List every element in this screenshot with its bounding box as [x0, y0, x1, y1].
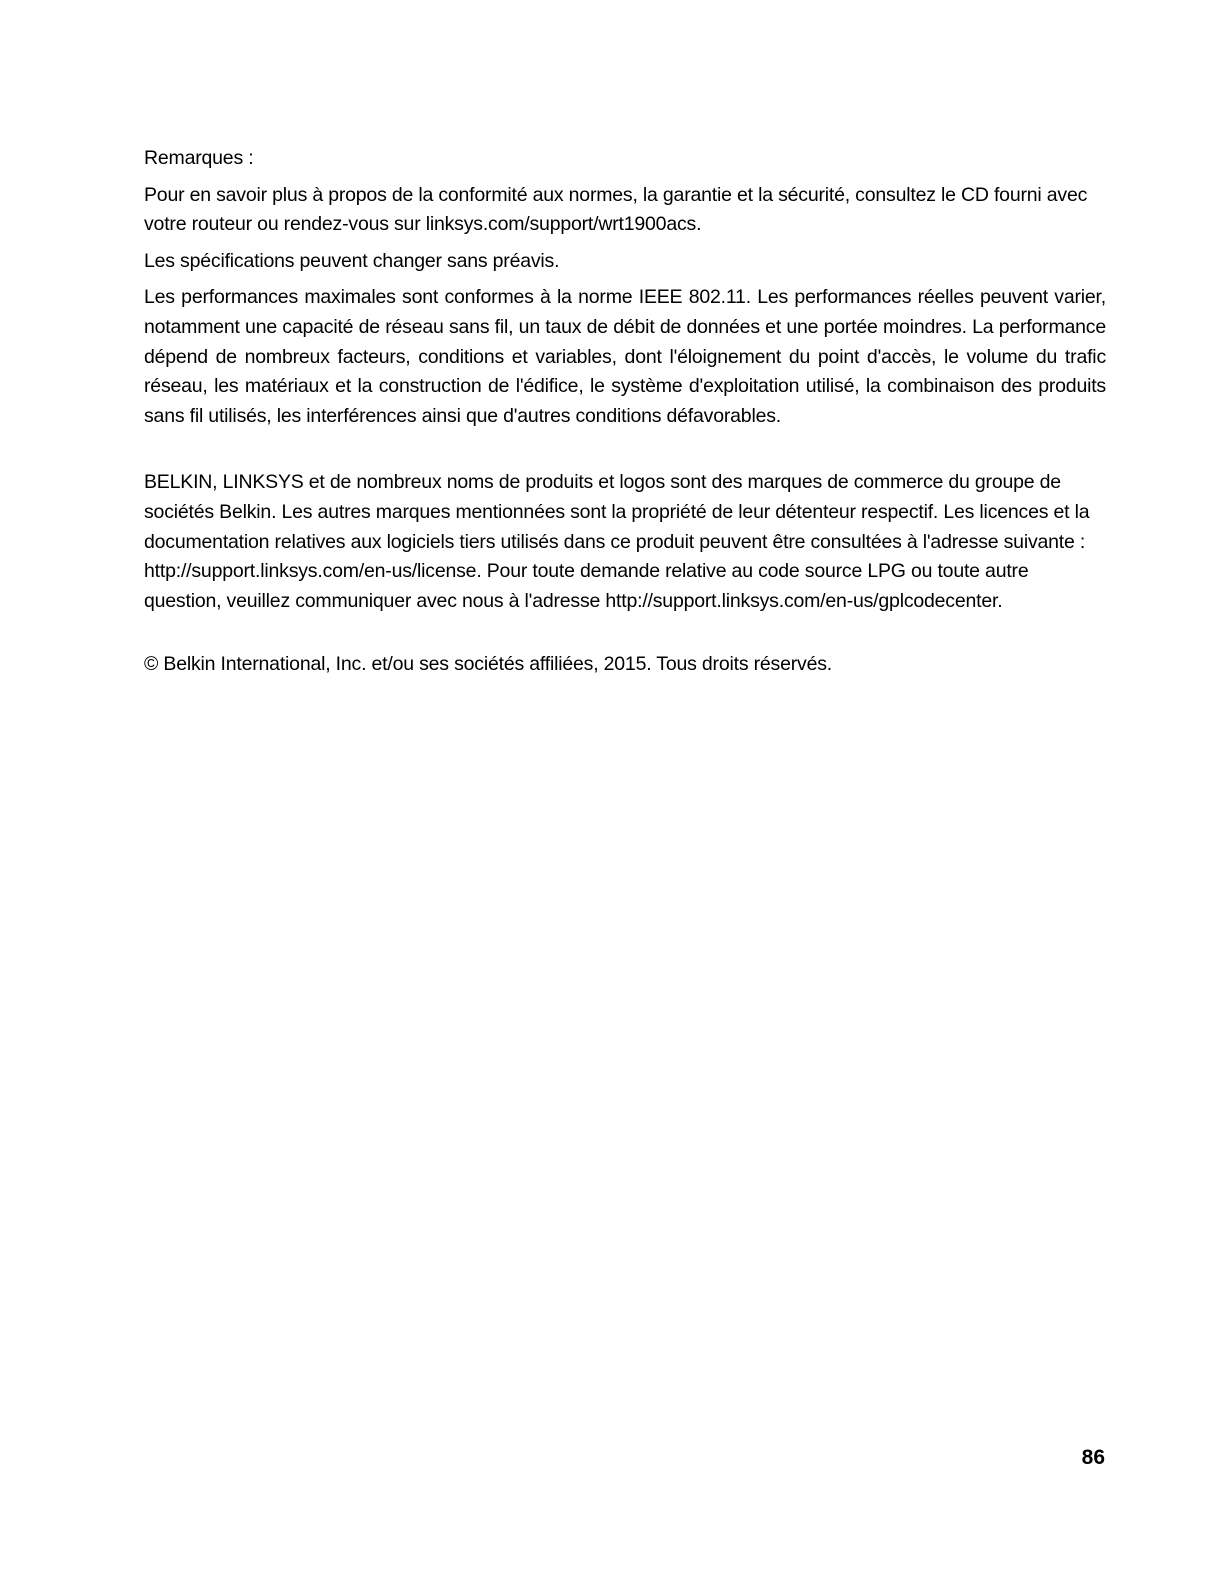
page-number: 86 [1081, 1446, 1105, 1469]
copyright-notice: © Belkin International, Inc. et/ou ses sociétés affiliées, 2015. Tous droits réservés. [144, 653, 832, 676]
notes-heading: Remarques : [144, 147, 254, 169]
compliance-note: Pour en savoir plus à propos de la conformité aux normes, la garantie et la sécurité, consultez le CD fourni avec votre routeur ou rendez-vous sur linksys.com/support/wrt1900acs. [144, 183, 1088, 236]
trademark-notice: BELKIN, LINKSYS et de nombreux noms de produits et logos sont des marques de commerce du groupe de sociétés Belkin. Les autres marques mentionnées sont la propriété de leur détenteur respectif. Les licences et la documentation relatives aux logiciels tiers utilisés dans ce produit peuvent être consultées à l'adresse suivante : http://support.linksys.com/en-us/license. Pour toute demande relative au code source LPG ou toute autre question, veuillez communiquer avec nous à l'adresse http://support.linksys.com/en-us/gplcodecenter. [144, 471, 1090, 612]
specifications-note: Les spécifications peuvent changer sans préavis. [144, 249, 560, 272]
page-content [144, 144, 1106, 687]
performance-note: Les performances maximales sont conformes à la norme IEEE 802.11. Les performances réelles peuvent varier, notamment une capacité de réseau sans fil, un taux de débit de données et une portée moindres. La performance dépend de nombreux facteurs, conditions et variables, dont l'éloignement du point d'accès, le volume du trafic réseau, les matériaux et la construction de l'édifice, le système d'exploitation utilisé, la combinaison des produits sans fil utilisés, les interférences ainsi que d'autres conditions défavorables. [144, 286, 1106, 427]
